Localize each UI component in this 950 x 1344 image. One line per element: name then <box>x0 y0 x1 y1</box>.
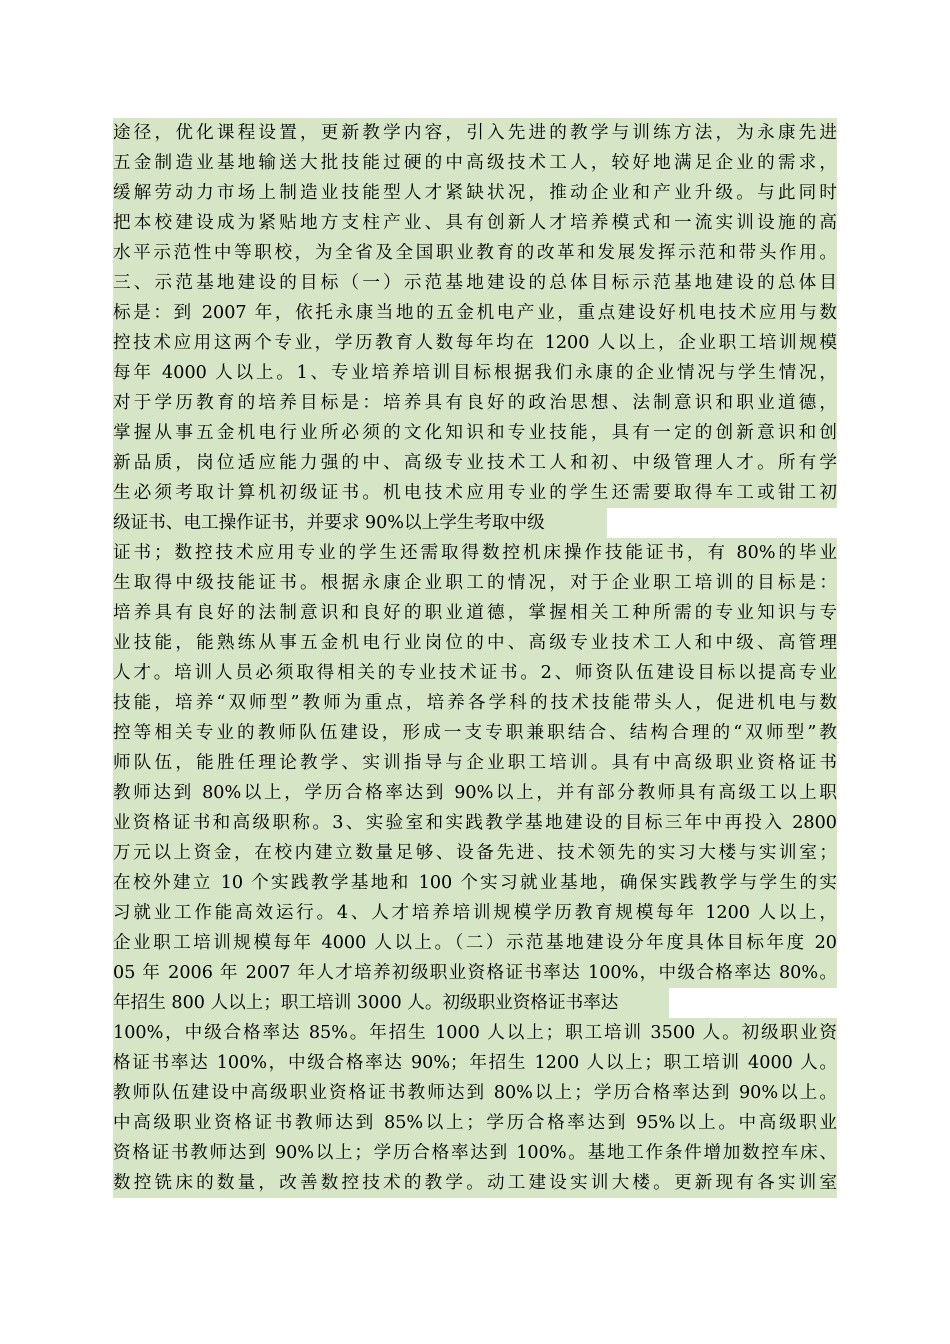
text-line: 控等相关专业的教师队伍建设，形成一支专职兼职结合、结构合理的“双师型”教 <box>113 718 837 748</box>
text-line: 在校外建立 10 个实践教学基地和 100 个实习就业基地，确保实践教学与学生的实 <box>113 868 837 898</box>
text-line: 年招生 800 人以上；职工培训 3000 人。初级职业资格证书率达 <box>113 988 669 1018</box>
text-line: 控技术应用这两个专业，学历教育人数每年均在 1200 人以上，企业职工培训规模 <box>113 328 837 358</box>
text-line: 数控铣床的数量，改善数控技术的教学。动工建设实训大楼。更新现有各实训室 <box>113 1168 837 1198</box>
body-text <box>113 118 837 1198</box>
text-line: 培养具有良好的法制意识和良好的职业道德，掌握相关工种所需的专业知识与专 <box>113 598 837 628</box>
text-line: 中高级职业资格证书教师达到 85%以上；学历合格率达到 95%以上。中高级职业 <box>113 1108 837 1138</box>
text-line: 途径，优化课程设置，更新教学内容，引入先进的教学与训练方法，为永康先进 <box>113 118 837 148</box>
text-line: 05 年 2006 年 2007 年人才培养初级职业资格证书率达 100%，中级合格率达 80%。 <box>113 958 837 988</box>
text-line: 格证书率达 100%，中级合格率达 90%；年招生 1200 人以上；职工培训 4000 人。 <box>113 1048 837 1078</box>
text-line: 师队伍，能胜任理论教学、实训指导与企业职工培训。具有中高级职业资格证书 <box>113 748 837 778</box>
text-line: 人才。培训人员必须取得相关的专业技术证书。2、师资队伍建设目标以提高专业 <box>113 658 837 688</box>
text-line: 习就业工作能高效运行。4、人才培养培训规模学历教育规模每年 1200 人以上， <box>113 898 837 928</box>
text-line: 三、示范基地建设的目标（一）示范基地建设的总体目标示范基地建设的总体目 <box>113 268 837 298</box>
text-line: 证书；数控技术应用专业的学生还需取得数控机床操作技能证书，有 80%的毕业 <box>113 538 837 568</box>
text-line: 级证书、电工操作证书，并要求 90%以上学生考取中级 <box>113 508 607 538</box>
text-line: 万元以上资金，在校内建立数量足够、设备先进、技术领先的实习大楼与实训室； <box>113 838 837 868</box>
text-line: 企业职工培训规模每年 4000 人以上。（二）示范基地建设分年度具体目标年度 20 <box>113 928 837 958</box>
text-line: 每年 4000 人以上。1、专业培养培训目标根据我们永康的企业情况与学生情况， <box>113 358 837 388</box>
text-line: 生必须考取计算机初级证书。机电技术应用专业的学生还需要取得车工或钳工初 <box>113 478 837 508</box>
text-line: 掌握从事五金机电行业所必须的文化知识和专业技能，具有一定的创新意识和创 <box>113 418 837 448</box>
text-line: 教师达到 80%以上，学历合格率达到 90%以上，并有部分教师具有高级工以上职 <box>113 778 837 808</box>
text-line: 资格证书教师达到 90%以上；学历合格率达到 100%。基地工作条件增加数控车床、 <box>113 1138 837 1168</box>
text-line: 100%，中级合格率达 85%。年招生 1000 人以上；职工培训 3500 人。初级职业资 <box>113 1018 837 1048</box>
text-line: 标是：到 2007 年，依托永康当地的五金机电产业，重点建设好机电技术应用与数 <box>113 298 837 328</box>
text-line: 业技能，能熟练从事五金机电行业岗位的中、高级专业技术工人和中级、高管理 <box>113 628 837 658</box>
text-line: 对于学历教育的培养目标是：培养具有良好的政治思想、法制意识和职业道德， <box>113 388 837 418</box>
text-line: 缓解劳动力市场上制造业技能型人才紧缺状况，推动企业和产业升级。与此同时 <box>113 178 837 208</box>
text-line: 教师队伍建设中高级职业资格证书教师达到 80%以上；学历合格率达到 90%以上。 <box>113 1078 837 1108</box>
text-line: 技能，培养“双师型”教师为重点，培养各学科的技术技能带头人，促进机电与数 <box>113 688 837 718</box>
text-line: 生取得中级技能证书。根据永康企业职工的情况，对于企业职工培训的目标是： <box>113 568 837 598</box>
text-line: 业资格证书和高级职称。3、实验室和实践教学基地建设的目标三年中再投入 2800 <box>113 808 837 838</box>
text-line: 水平示范性中等职校，为全省及全国职业教育的改革和发展发挥示范和带头作用。 <box>113 238 837 268</box>
text-line: 五金制造业基地输送大批技能过硬的中高级技术工人，较好地满足企业的需求， <box>113 148 837 178</box>
text-line: 新品质，岗位适应能力强的中、高级专业技术工人和初、中级管理人才。所有学 <box>113 448 837 478</box>
text-line: 把本校建设成为紧贴地方支柱产业、具有创新人才培养模式和一流实训设施的高 <box>113 208 837 238</box>
